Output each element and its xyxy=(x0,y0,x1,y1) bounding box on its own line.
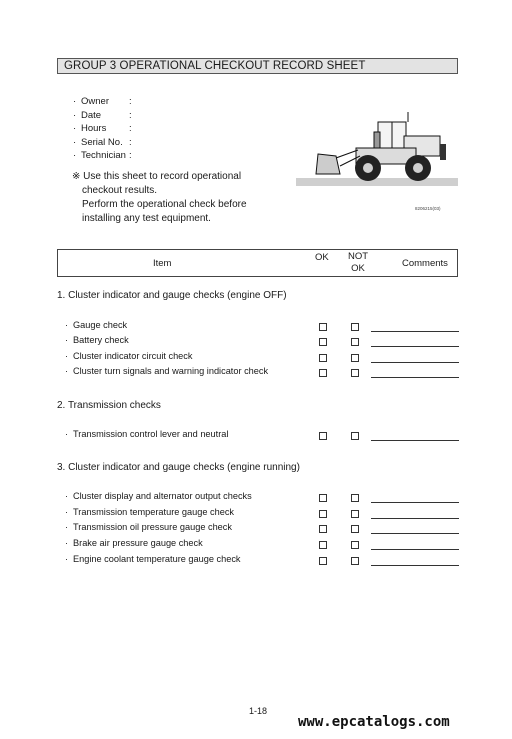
info-row-date xyxy=(73,109,132,122)
not-ok-checkbox[interactable] xyxy=(351,541,359,549)
section-title: 1. Cluster indicator and gauge checks (engine OFF) xyxy=(57,290,287,301)
not-ok-checkbox[interactable] xyxy=(351,510,359,518)
check-item-label: Gauge check xyxy=(73,320,128,330)
info-row-owner xyxy=(73,95,132,108)
bullet: · xyxy=(65,554,69,564)
not-ok-checkbox[interactable] xyxy=(351,494,359,502)
bullet: · xyxy=(73,137,77,148)
not-ok-checkbox[interactable] xyxy=(351,323,359,331)
ok-checkbox[interactable] xyxy=(319,510,327,518)
column-header-item: Item xyxy=(153,258,172,269)
ok-checkbox[interactable] xyxy=(319,541,327,549)
info-colon: : xyxy=(129,150,132,161)
comment-field[interactable] xyxy=(371,346,459,347)
comment-field[interactable] xyxy=(371,533,459,534)
info-label: Owner xyxy=(81,96,109,107)
checklist-row xyxy=(65,522,460,536)
page-title: GROUP 3 OPERATIONAL CHECKOUT RECORD SHEET xyxy=(64,60,366,72)
bullet: · xyxy=(65,522,69,532)
comment-field[interactable] xyxy=(371,565,459,566)
note-line: installing any test equipment. xyxy=(82,213,211,224)
check-item-label: Brake air pressure gauge check xyxy=(73,538,203,548)
check-item-label: Engine coolant temperature gauge check xyxy=(73,554,241,564)
info-row-serial-no xyxy=(73,136,132,149)
comment-field[interactable] xyxy=(371,440,459,441)
header-line: OK xyxy=(351,263,365,274)
note-line: Perform the operational check before xyxy=(82,199,247,210)
bullet: · xyxy=(65,429,69,439)
note-line: Use this sheet to record operational xyxy=(83,171,242,182)
info-label: Technician xyxy=(81,150,126,161)
note-line: checkout results. xyxy=(82,185,158,196)
page-number: 1-18 xyxy=(249,706,268,716)
ok-checkbox[interactable] xyxy=(319,525,327,533)
wheel-loader-illustration xyxy=(296,108,458,188)
checklist-row xyxy=(65,335,460,349)
bullet: · xyxy=(65,351,69,361)
checklist-row xyxy=(65,538,460,552)
checklist-row xyxy=(65,554,460,568)
not-ok-checkbox[interactable] xyxy=(351,557,359,565)
checklist-row xyxy=(65,507,460,521)
bullet: · xyxy=(65,366,69,376)
info-colon: : xyxy=(129,110,132,121)
info-label: Date xyxy=(81,110,102,121)
ok-checkbox[interactable] xyxy=(319,354,327,362)
bullet: · xyxy=(65,491,69,501)
ok-checkbox[interactable] xyxy=(319,323,327,331)
header-line: NOT xyxy=(347,251,369,262)
note-mark: ※ xyxy=(72,171,81,182)
not-ok-checkbox[interactable] xyxy=(351,525,359,533)
column-header-comments: Comments xyxy=(402,258,448,269)
comment-field[interactable] xyxy=(371,502,459,503)
column-header-not-ok xyxy=(347,251,369,275)
bullet: · xyxy=(65,538,69,548)
ok-checkbox[interactable] xyxy=(319,432,327,440)
column-header-ok: OK xyxy=(315,252,329,263)
section-title: 3. Cluster indicator and gauge checks (engine running) xyxy=(57,462,300,473)
info-row-hours xyxy=(73,122,132,135)
bullet: · xyxy=(73,96,77,107)
check-item-label: Cluster turn signals and warning indicator check xyxy=(73,366,269,376)
checklist-row xyxy=(65,429,460,443)
bullet: · xyxy=(73,123,77,134)
checklist-row xyxy=(65,351,460,365)
comment-field[interactable] xyxy=(371,331,459,332)
watermark-text: www.epcatalogs.com xyxy=(298,714,450,730)
check-item-label: Transmission oil pressure gauge check xyxy=(73,522,232,532)
ok-checkbox[interactable] xyxy=(319,338,327,346)
info-row-technician xyxy=(73,149,132,162)
not-ok-checkbox[interactable] xyxy=(351,432,359,440)
bullet: · xyxy=(73,150,77,161)
section-title: 2. Transmission checks xyxy=(57,400,161,411)
comment-field[interactable] xyxy=(371,362,459,363)
bullet: · xyxy=(73,110,77,121)
check-item-label: Battery check xyxy=(73,335,129,345)
bullet: · xyxy=(65,507,69,517)
bullet: · xyxy=(65,335,69,345)
comment-field[interactable] xyxy=(371,518,459,519)
instruction-note xyxy=(72,170,272,226)
not-ok-checkbox[interactable] xyxy=(351,354,359,362)
info-colon: : xyxy=(129,137,132,148)
figure-code: 8206215(03) xyxy=(415,206,441,211)
bullet: · xyxy=(65,320,69,330)
info-colon: : xyxy=(129,96,132,107)
check-item-label: Cluster indicator circuit check xyxy=(73,351,193,361)
checklist-row xyxy=(65,320,460,334)
info-label: Serial No. xyxy=(81,137,123,148)
ok-checkbox[interactable] xyxy=(319,369,327,377)
comment-field[interactable] xyxy=(371,377,459,378)
check-item-label: Cluster display and alternator output checks xyxy=(73,491,252,501)
info-label: Hours xyxy=(81,123,107,134)
not-ok-checkbox[interactable] xyxy=(351,369,359,377)
info-colon: : xyxy=(129,123,132,134)
ok-checkbox[interactable] xyxy=(319,557,327,565)
checklist-row xyxy=(65,366,460,380)
comment-field[interactable] xyxy=(371,549,459,550)
table-header xyxy=(57,249,458,277)
checklist-row xyxy=(65,491,460,505)
ok-checkbox[interactable] xyxy=(319,494,327,502)
check-item-label: Transmission control lever and neutral xyxy=(73,429,229,439)
not-ok-checkbox[interactable] xyxy=(351,338,359,346)
check-item-label: Transmission temperature gauge check xyxy=(73,507,235,517)
section-title-bar xyxy=(57,58,458,74)
